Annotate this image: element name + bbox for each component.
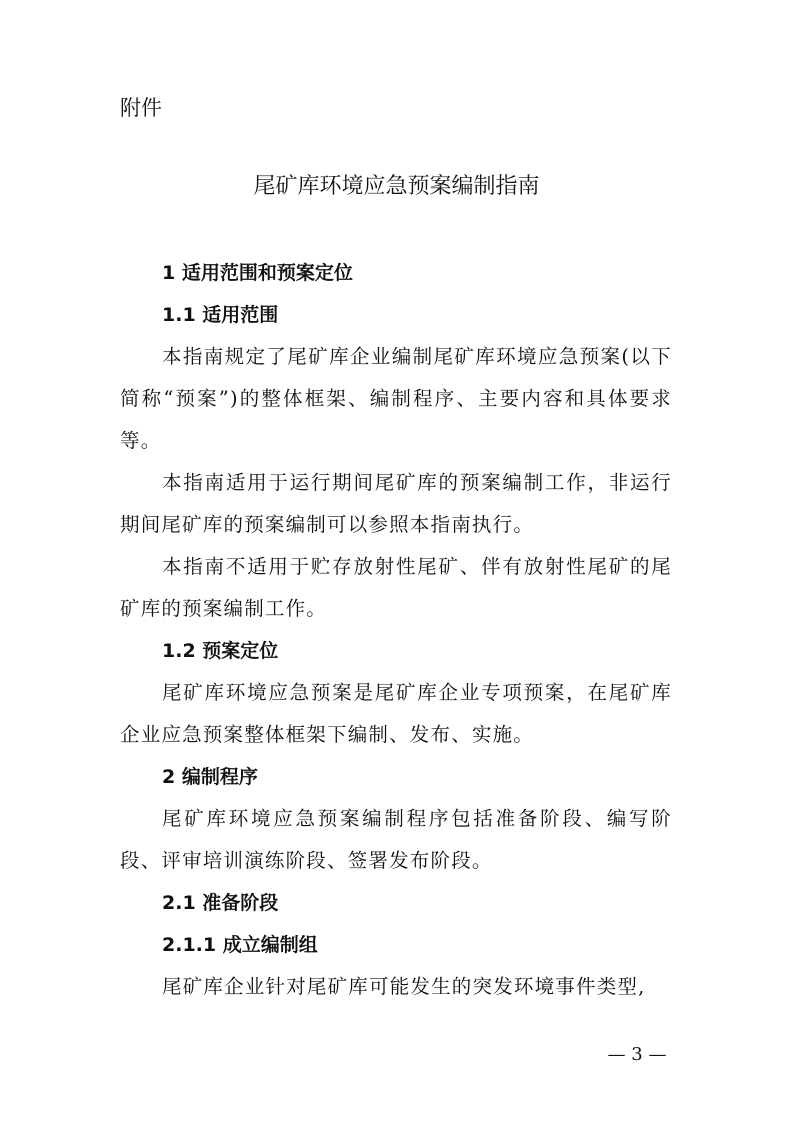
attachment-label: 附件 — [120, 96, 162, 120]
document-body — [120, 252, 672, 1008]
body-paragraph: 本指南规定了尾矿库企业编制尾矿库环境应急预案(以下简称“预案”)的整体框架、编制程序、主要内容和具体要求等。 — [120, 345, 672, 452]
section-heading: 1 适用范围和预案定位 — [162, 262, 353, 284]
body-paragraph: 尾矿库企业针对尾矿库可能发生的突发环境事件类型, — [162, 975, 646, 998]
body-paragraph: 尾矿库环境应急预案是尾矿库企业专项预案，在尾矿库企业应急预案整体框架下编制、发布、实施。 — [120, 681, 672, 746]
section-heading: 1.2 预案定位 — [162, 640, 279, 662]
body-paragraph: 尾矿库环境应急预案编制程序包括准备阶段、编写阶段、评审培训演练阶段、签署发布阶段。 — [120, 807, 672, 872]
body-paragraph: 本指南适用于运行期间尾矿库的预案编制工作，非运行期间尾矿库的预案编制可以参照本指南执行。 — [120, 471, 672, 536]
section-heading: 2.1 准备阶段 — [162, 892, 279, 914]
section-heading: 1.1 适用范围 — [162, 304, 279, 326]
section-heading: 2.1.1 成立编制组 — [162, 934, 318, 956]
document-title: 尾矿库环境应急预案编制指南 — [253, 174, 540, 199]
page-number: — 3 — — [607, 1044, 667, 1065]
body-paragraph: 本指南不适用于贮存放射性尾矿、伴有放射性尾矿的尾矿库的预案编制工作。 — [120, 555, 672, 620]
section-heading: 2 编制程序 — [162, 766, 258, 788]
